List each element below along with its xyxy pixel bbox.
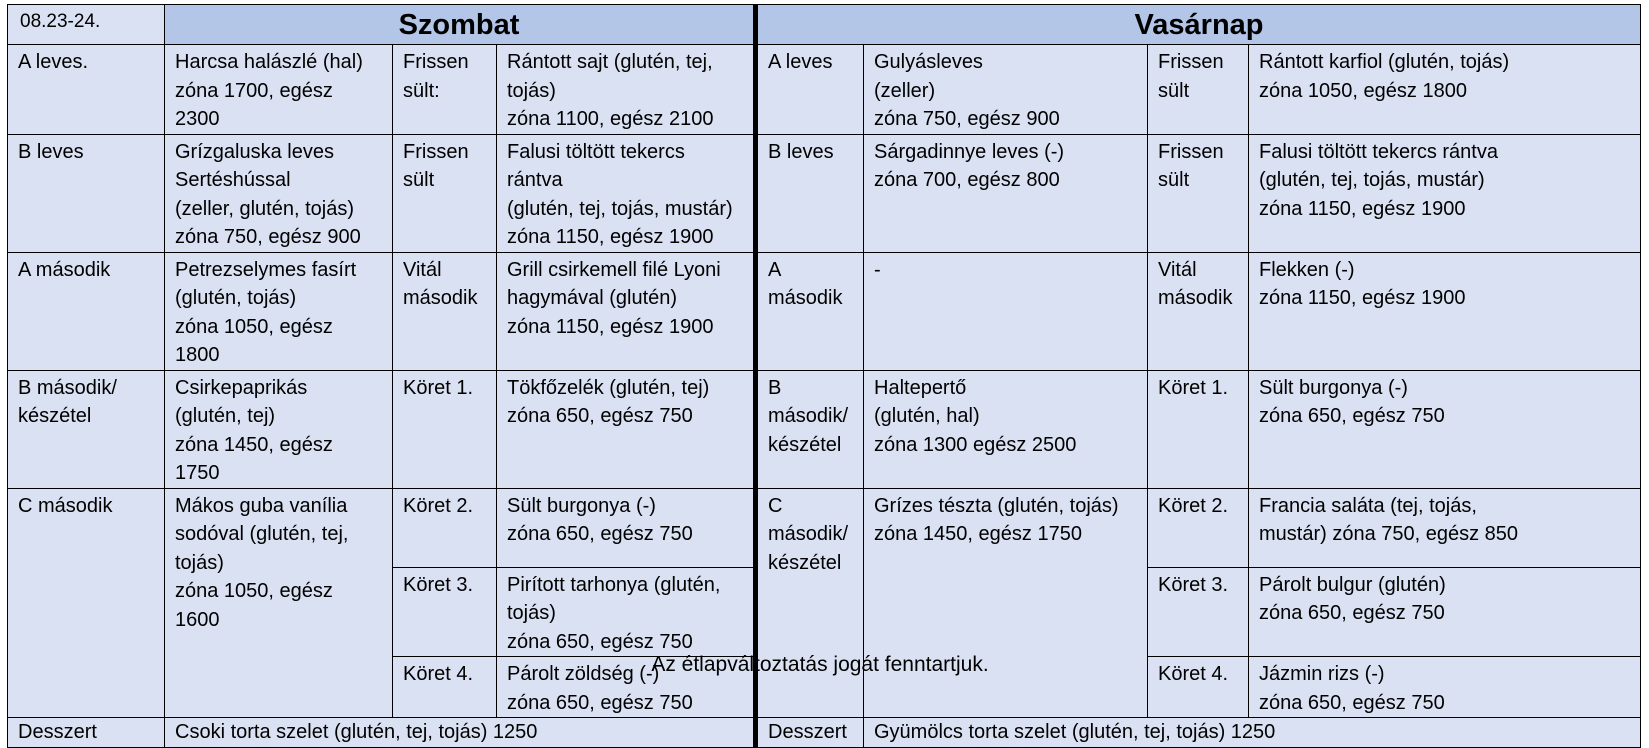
menu-table bbox=[7, 4, 1641, 748]
side-dish-cell: Jázmin rizs (-) zóna 650, egész 750 bbox=[1249, 657, 1641, 718]
side-label: Köret 2. bbox=[393, 488, 497, 567]
dish-cell: - bbox=[864, 252, 1148, 370]
dish-cell: Petrezselymes fasírt (glutén, tojás) zóna 1050, egész 1800 bbox=[165, 252, 393, 370]
course-label: B második/ készétel bbox=[756, 370, 864, 488]
side-label: Köret 1. bbox=[1148, 370, 1249, 488]
side-label: Vitál második bbox=[393, 252, 497, 370]
side-label: Vitál második bbox=[1148, 252, 1249, 370]
side-dish-cell: Sült burgonya (-) zóna 650, egész 750 bbox=[497, 488, 756, 567]
side-dish-cell: Sült burgonya (-) zóna 650, egész 750 bbox=[1249, 370, 1641, 488]
side-label: Köret 4. bbox=[393, 657, 497, 718]
side-dish-cell: Párolt bulgur (glutén) zóna 650, egész 750 bbox=[1249, 567, 1641, 657]
side-dish-cell: Tökfőzelék (glutén, tej) zóna 650, egész 750 bbox=[497, 370, 756, 488]
dessert-cell: Gyümölcs torta szelet (glutén, tej, tojás) 1250 bbox=[864, 718, 1641, 748]
side-label: Frissen sült bbox=[1148, 45, 1249, 135]
dish-cell: Grízgaluska leves Sertéshússal (zeller, glutén, tojás) zóna 750, egész 900 bbox=[165, 134, 393, 252]
course-label: A leves bbox=[756, 45, 864, 135]
side-label: Köret 1. bbox=[393, 370, 497, 488]
side-dish-cell: Falusi töltött tekercs rántva (glutén, tej, tojás, mustár) zóna 1150, egész 1900 bbox=[497, 134, 756, 252]
side-dish-cell: Rántott sajt (glutén, tej, tojás) zóna 1100, egész 2100 bbox=[497, 45, 756, 135]
side-dish-cell: Falusi töltött tekercs rántva (glutén, tej, tojás, mustár) zóna 1150, egész 1900 bbox=[1249, 134, 1641, 252]
course-label: B leves bbox=[8, 134, 165, 252]
menu-row bbox=[8, 488, 1641, 567]
dish-cell: Sárgadinnye leves (-) zóna 700, egész 800 bbox=[864, 134, 1148, 252]
side-dish-cell: Francia saláta (tej, tojás, mustár) zóna 750, egész 850 bbox=[1249, 488, 1641, 567]
day-header-sunday: Vasárnap bbox=[756, 5, 1641, 45]
dish-cell: Haltepertő (glutén, hal) zóna 1300 egész 2500 bbox=[864, 370, 1148, 488]
menu-row bbox=[8, 45, 1641, 135]
side-label: Köret 2. bbox=[1148, 488, 1249, 567]
menu-date: 08.23-24. bbox=[8, 5, 165, 45]
dish-cell: Csirkepaprikás (glutén, tej) zóna 1450, egész 1750 bbox=[165, 370, 393, 488]
dish-cell: Grízes tészta (glutén, tojás) zóna 1450, egész 1750 bbox=[864, 488, 1148, 718]
course-label: C második bbox=[8, 488, 165, 718]
course-label: B leves bbox=[756, 134, 864, 252]
menu-row bbox=[8, 252, 1641, 370]
dessert-label: Desszert bbox=[8, 718, 165, 748]
side-label: Köret 4. bbox=[1148, 657, 1249, 718]
course-label: A második bbox=[756, 252, 864, 370]
dessert-row bbox=[8, 718, 1641, 748]
side-label: Köret 3. bbox=[1148, 567, 1249, 657]
course-label: A leves. bbox=[8, 45, 165, 135]
footer-note: Az étlapváltoztatás jogát fenntartjuk. bbox=[651, 653, 989, 676]
side-dish-cell: Párolt zöldség (-) zóna 650, egész 750 bbox=[497, 657, 756, 718]
side-dish-cell: Pirított tarhonya (glutén, tojás) zóna 650, egész 750 bbox=[497, 567, 756, 657]
course-label: C második/ készétel bbox=[756, 488, 864, 718]
side-dish-cell: Rántott karfiol (glutén, tojás) zóna 1050, egész 1800 bbox=[1249, 45, 1641, 135]
menu-row bbox=[8, 370, 1641, 488]
side-label: Köret 3. bbox=[393, 567, 497, 657]
dish-cell: Gulyásleves (zeller) zóna 750, egész 900 bbox=[864, 45, 1148, 135]
side-label: Frissen sült bbox=[1148, 134, 1249, 252]
menu-row bbox=[8, 134, 1641, 252]
course-label: A második bbox=[8, 252, 165, 370]
course-label: B második/ készétel bbox=[8, 370, 165, 488]
dessert-cell: Csoki torta szelet (glutén, tej, tojás) 1250 bbox=[165, 718, 756, 748]
day-header-saturday: Szombat bbox=[165, 5, 756, 45]
side-label: Frissen sült: bbox=[393, 45, 497, 135]
side-dish-cell: Grill csirkemell filé Lyoni hagymával (glutén) zóna 1150, egész 1900 bbox=[497, 252, 756, 370]
side-label: Frissen sült bbox=[393, 134, 497, 252]
side-dish-cell: Flekken (-) zóna 1150, egész 1900 bbox=[1249, 252, 1641, 370]
dessert-label: Desszert bbox=[756, 718, 864, 748]
dish-cell: Mákos guba vanília sodóval (glutén, tej, tojás) zóna 1050, egész 1600 bbox=[165, 488, 393, 718]
dish-cell: Harcsa halászlé (hal) zóna 1700, egész 2300 bbox=[165, 45, 393, 135]
